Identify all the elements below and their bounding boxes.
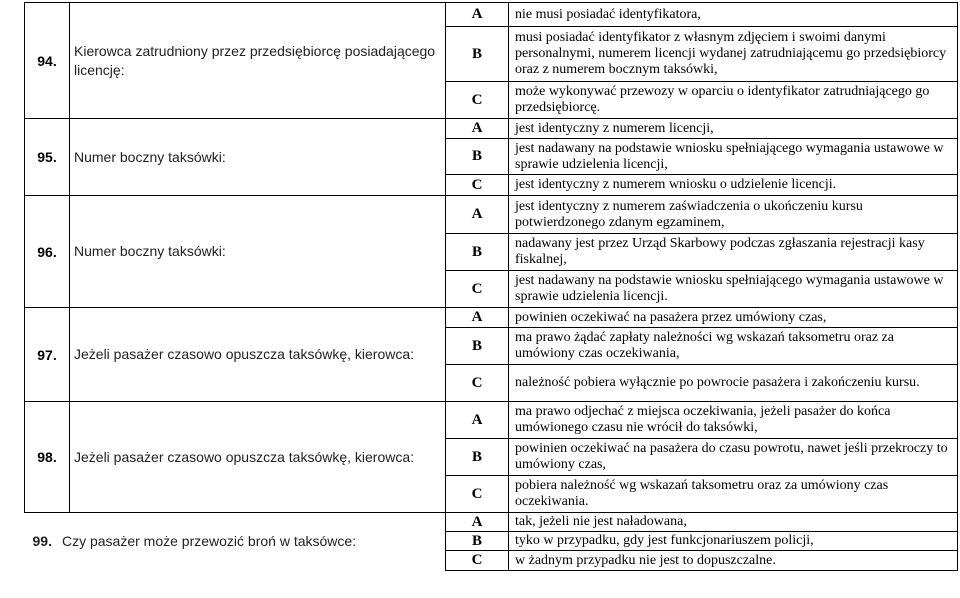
option-text[interactable]: nie musi posiadać identyfikatora, [509, 3, 958, 27]
option-text[interactable]: musi posiadać identyfikator z własnym zdjęciem i swoimi danymi personalnymi, numerem licencji wydanej zatrudniającemu go przedsiębiorcy oraz z numerem bocznym taksówki, [509, 27, 958, 82]
option-text[interactable]: jest nadawany na podstawie wniosku spełniającego wymagania ustawowe w sprawie udzielenia licencji. [509, 271, 958, 308]
option-text[interactable]: może wykonywać przewozy w oparciu o identyfikator zatrudniającego go przedsiębiorcę. [509, 82, 958, 119]
option-text[interactable]: jest identyczny z numerem zaświadczenia o ukończeniu kursu potwierdzonego zdanym egzaminem, [509, 196, 958, 234]
option-text[interactable]: pobiera należność wg wskazań taksometru oraz za umówiony czas oczekiwania. [509, 476, 958, 513]
option-letter: C [446, 175, 509, 196]
question-number: 94. [25, 3, 70, 119]
question-text: Jeżeli pasażer czasowo opuszcza taksówkę, kierowca: [70, 402, 446, 513]
option-letter: A [446, 119, 509, 139]
option-letter: A [446, 196, 509, 234]
question-text: Numer boczny taksówki: [70, 119, 446, 196]
option-text[interactable]: jest nadawany na podstawie wniosku spełniającego wymagania ustawowe w sprawie udzielenia licencji, [509, 139, 958, 175]
option-letter: B [446, 532, 509, 551]
option-letter: B [446, 328, 509, 365]
question-number: 97. [25, 308, 70, 402]
option-letter: C [446, 271, 509, 308]
option-letter: A [446, 513, 509, 532]
question-cell [25, 513, 446, 571]
option-letter: A [446, 3, 509, 27]
exam-questions-table [24, 2, 958, 571]
option-text[interactable]: tyko w przypadku, gdy jest funkcjonariuszem policji, [509, 532, 958, 551]
option-text[interactable]: nadawany jest przez Urząd Skarbowy podczas zgłaszania rejestracji kasy fiskalnej, [509, 234, 958, 271]
option-letter: B [446, 139, 509, 175]
option-letter: A [446, 402, 509, 439]
question-text: Czy pasażer może przewozić broń w taksówce: [61, 533, 357, 550]
option-text[interactable]: jest identyczny z numerem wniosku o udzielenie licencji. [509, 175, 958, 196]
question-number: 96. [25, 196, 70, 308]
option-letter: C [446, 365, 509, 402]
question-text: Numer boczny taksówki: [70, 196, 446, 308]
question-number: 99. [32, 533, 52, 550]
option-text[interactable]: jest identyczny z numerem licencji, [509, 119, 958, 139]
option-text[interactable]: należność pobiera wyłącznie po powrocie pasażera i zakończeniu kursu. [509, 365, 958, 402]
option-text[interactable]: ma prawo żądać zapłaty należności wg wskazań taksometru oraz za umówiony czas oczekiwania, [509, 328, 958, 365]
option-letter: B [446, 439, 509, 476]
question-text: Jeżeli pasażer czasowo opuszcza taksówkę, kierowca: [70, 308, 446, 402]
option-text[interactable]: ma prawo odjechać z miejsca oczekiwania, jeżeli pasażer do końca umówionego czasu nie wrócił do taksówki, [509, 402, 958, 439]
option-letter: C [446, 82, 509, 119]
option-letter: C [446, 476, 509, 513]
option-letter: B [446, 27, 509, 82]
option-text[interactable]: w żadnym przypadku nie jest to dopuszczalne. [509, 551, 958, 571]
question-number: 98. [25, 402, 70, 513]
option-text[interactable]: powinien oczekiwać na pasażera do czasu powrotu, nawet jeśli przekroczy to umówiony czas, [509, 439, 958, 476]
option-letter: A [446, 308, 509, 328]
question-number: 95. [25, 119, 70, 196]
option-text[interactable]: tak, jeżeli nie jest naładowana, [509, 513, 958, 532]
option-letter: B [446, 234, 509, 271]
option-text[interactable]: powinien oczekiwać na pasażera przez umówiony czas, [509, 308, 958, 328]
option-letter: C [446, 551, 509, 571]
question-text: Kierowca zatrudniony przez przedsiębiorcę posiadającego licencję: [70, 3, 446, 119]
